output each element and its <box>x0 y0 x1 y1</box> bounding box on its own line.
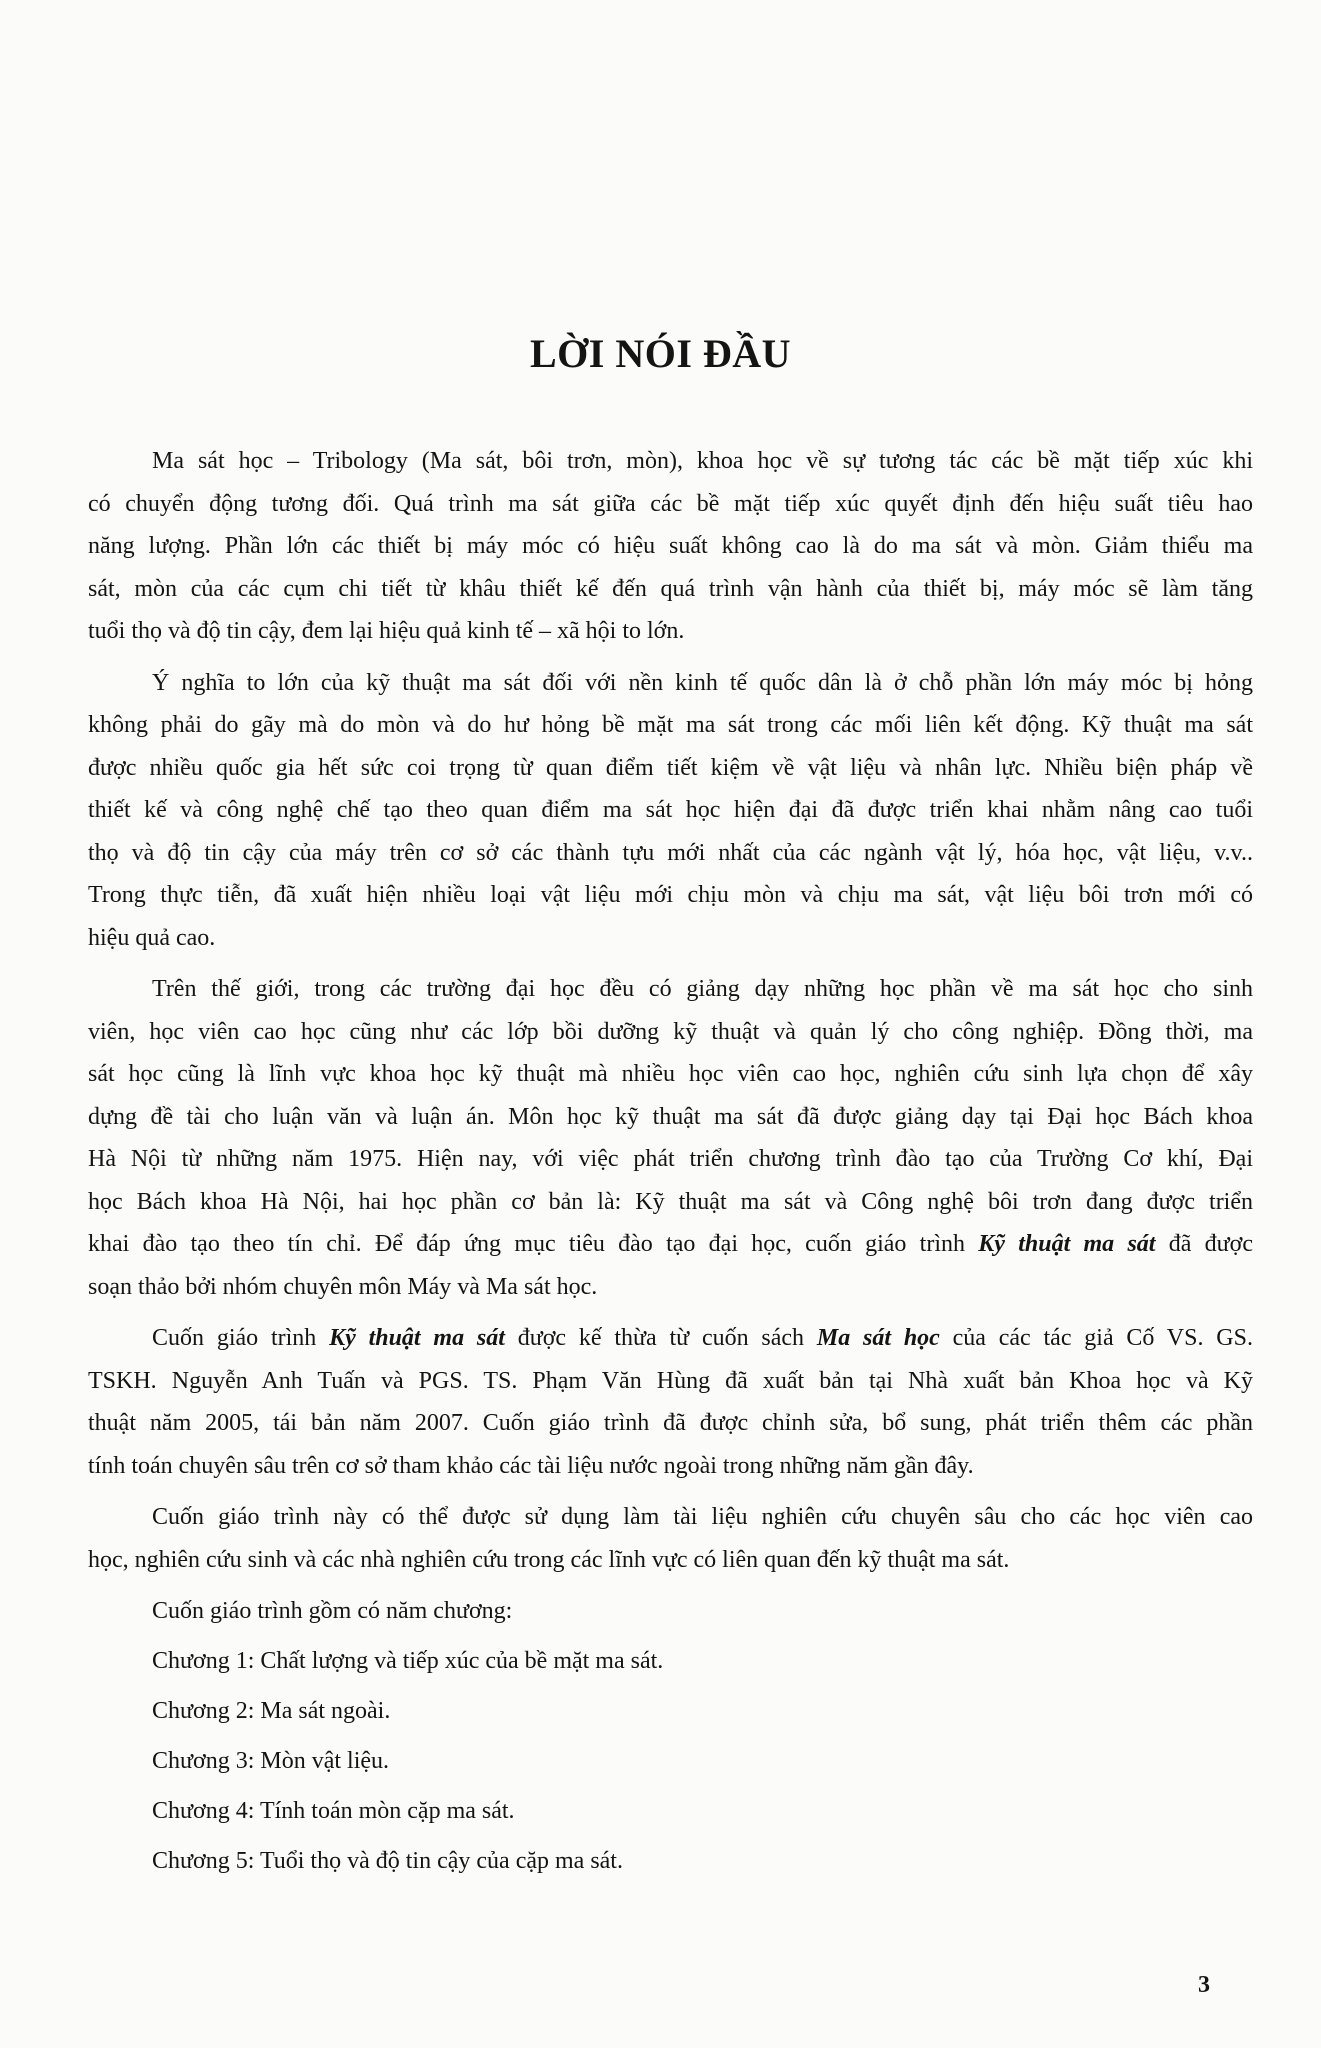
emphasized-title: Kỹ thuật ma sát <box>329 1325 505 1351</box>
text-line <box>88 1223 1253 1266</box>
text-line: thuật năm 2005, tái bản năm 2007. Cuốn giáo trình đã được chỉnh sửa, bổ sung, phát triển thêm các phần <box>88 1410 1253 1436</box>
text-line: Cuốn giáo trình này có thể được sử dụng làm tài liệu nghiên cứu chuyên sâu cho các học viên cao <box>152 1504 1253 1530</box>
text-line: hiệu quả cao. <box>88 924 216 951</box>
text-line: được nhiều quốc gia hết sức coi trọng từ quan điểm tiết kiệm về vật liệu và nhân lực. Nhiều biện pháp về <box>88 754 1253 781</box>
text-line: viên, học viên cao học cũng như các lớp bồi dưỡng kỹ thuật và quản lý cho công nghiệp. Đồng thời, ma <box>88 1018 1253 1045</box>
document-body <box>88 440 1253 1890</box>
emphasized-title: Ma sát học <box>816 1325 940 1351</box>
chapter-item: Chương 5: Tuổi thọ và độ tin cậy của cặp ma sát. <box>152 1848 623 1874</box>
chapter-item: Chương 3: Mòn vật liệu. <box>152 1748 390 1774</box>
text-line: TSKH. Nguyễn Anh Tuấn và PGS. TS. Phạm Văn Hùng đã xuất bản tại Nhà xuất bản Khoa học và Kỹ <box>88 1367 1253 1394</box>
text-segment: khai đào tạo theo tín chỉ. Để đáp ứng mục tiêu đào tạo đại học, cuốn giáo trình <box>88 1231 979 1257</box>
text-line: có chuyển động tương đối. Quá trình ma sát giữa các bề mặt tiếp xúc quyết định đến hiệu suất tiêu hao <box>88 490 1253 517</box>
text-line: học Bách khoa Hà Nội, hai học phần cơ bản là: Kỹ thuật ma sát và Công nghệ bôi trơn đang được triển <box>88 1188 1253 1215</box>
text-line: tuổi thọ và độ tin cậy, đem lại hiệu quả kinh tế – xã hội to lớn. <box>88 618 685 644</box>
text-line: thiết kế và công nghệ chế tạo theo quan điểm ma sát học hiện đại đã được triển khai nhằm nâng cao tuổi <box>88 797 1253 823</box>
page-number: 3 <box>1198 1972 1210 1998</box>
paragraph <box>88 440 1253 653</box>
paragraph <box>88 1496 1253 1581</box>
paragraph <box>88 968 1253 1308</box>
text-line: tính toán chuyên sâu trên cơ sở tham khảo các tài liệu nước ngoài trong những năm gần đây. <box>88 1452 974 1479</box>
text-line: Ý nghĩa to lớn của kỹ thuật ma sát đối với nền kinh tế quốc dân là ở chỗ phần lớn máy móc bị hỏng <box>152 669 1253 696</box>
text-line: Trong thực tiễn, đã xuất hiện nhiều loại vật liệu mới chịu mòn và chịu ma sát, vật liệu bôi trơn mới có <box>88 882 1253 908</box>
text-segment: của các tác giả Cố VS. GS. <box>939 1325 1253 1351</box>
chapter-item: Chương 1: Chất lượng và tiếp xúc của bề mặt ma sát. <box>152 1648 664 1674</box>
emphasized-title: Kỹ thuật ma sát <box>978 1231 1156 1257</box>
page-title: LỜI NÓI ĐẦU <box>529 331 792 376</box>
text-line: Trên thế giới, trong các trường đại học đều có giảng dạy những học phần về ma sát học cho sinh <box>152 976 1253 1002</box>
text-segment: Cuốn giáo trình <box>152 1325 330 1351</box>
paragraph <box>88 662 1253 960</box>
text-line: năng lượng. Phần lớn các thiết bị máy móc có hiệu suất không cao là do ma sát và mòn. Giảm thiểu ma <box>88 533 1253 559</box>
chapter-item: Chương 4: Tính toán mòn cặp ma sát. <box>152 1798 515 1824</box>
chapter-item: Chương 2: Ma sát ngoài. <box>152 1698 391 1724</box>
text-line: Hà Nội từ những năm 1975. Hiện nay, với việc phát triển chương trình đào tạo của Trường Cơ khí, Đại <box>88 1146 1253 1172</box>
text-line: không phải do gãy mà do mòn và do hư hỏng bề mặt ma sát trong các mối liên kết động. Kỹ thuật ma sát <box>88 712 1253 738</box>
text-line: sát học cũng là lĩnh vực khoa học kỹ thuật mà nhiều học viên cao học, nghiên cứu sinh lựa chọn để xây <box>88 1061 1253 1087</box>
text-line: Ma sát học – Tribology (Ma sát, bôi trơn, mòn), khoa học về sự tương tác các bề mặt tiếp xúc khi <box>152 448 1253 474</box>
text-line: học, nghiên cứu sinh và các nhà nghiên cứu trong các lĩnh vực có liên quan đến kỹ thuật ma sát. <box>88 1546 1010 1573</box>
text-line: soạn thảo bởi nhóm chuyên môn Máy và Ma sát học. <box>88 1273 598 1300</box>
text-line: dựng đề tài cho luận văn và luận án. Môn học kỹ thuật ma sát đã được giảng dạy tại Đại học Bách khoa <box>88 1103 1253 1130</box>
chapter-list <box>88 1590 1253 1890</box>
text-line: sát, mòn của các cụm chi tiết từ khâu thiết kế đến quá trình vận hành của thiết bị, máy móc sẽ làm tăng <box>88 575 1253 602</box>
text-segment: được kế thừa từ cuốn sách <box>504 1325 817 1351</box>
text-line <box>88 1317 1253 1360</box>
paragraph <box>88 1317 1253 1487</box>
text-line: thọ và độ tin cậy của máy trên cơ sở các thành tựu mới nhất của các ngành vật lý, hóa học, vật liệu, v.v.. <box>88 839 1253 866</box>
text-segment: đã được <box>1155 1231 1253 1257</box>
paragraphs <box>88 440 1253 1581</box>
chapters-intro: Cuốn giáo trình gồm có năm chương: <box>152 1598 513 1624</box>
